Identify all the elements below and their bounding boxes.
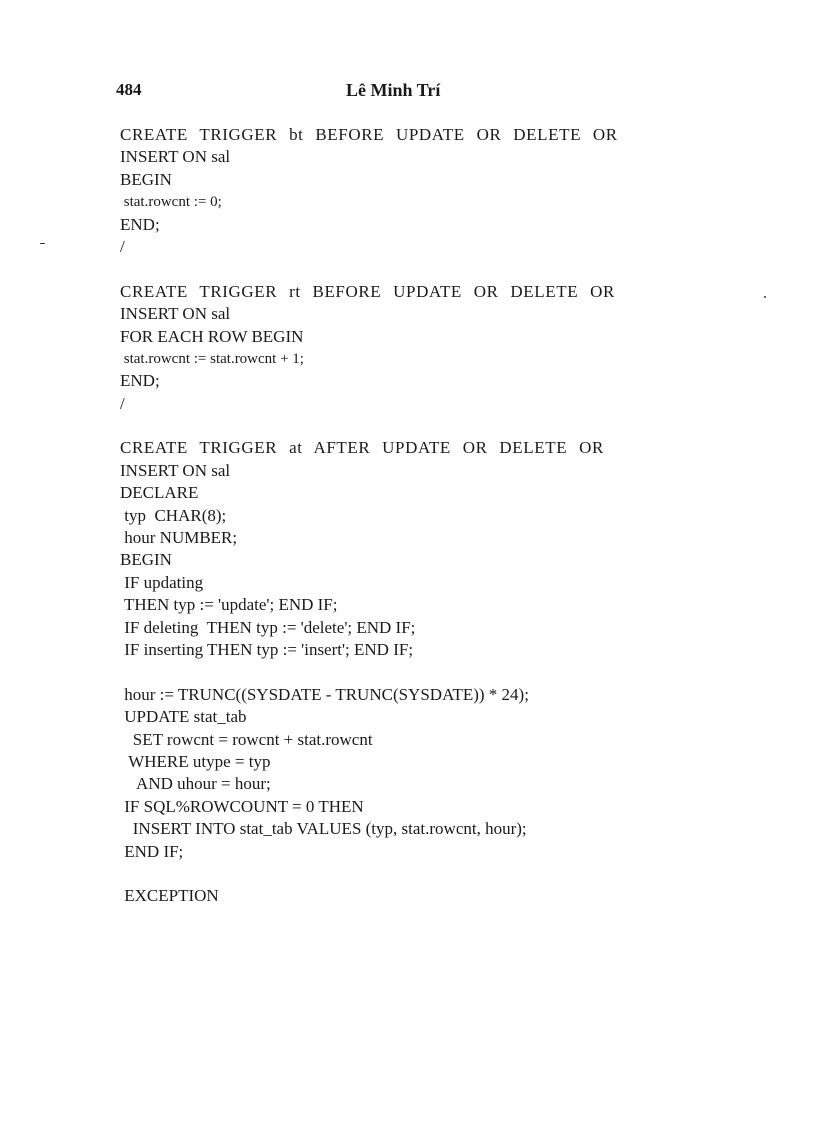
running-title: Lê Minh Trí (346, 80, 441, 100)
code-line: / (120, 393, 125, 413)
blank-line (120, 863, 740, 885)
code-line: INSERT INTO stat_tab VALUES (typ, stat.rowcnt, hour); (120, 819, 527, 839)
code-line: CREATE TRIGGER bt BEFORE UPDATE OR DELETE OR (120, 125, 618, 144)
code-line: THEN typ := 'update'; END IF; (120, 595, 338, 615)
blank-line (120, 661, 740, 683)
scan-speck (764, 296, 766, 298)
code-line: DECLARE (120, 483, 199, 503)
code-line: EXCEPTION (120, 886, 219, 906)
code-line: UPDATE stat_tab (120, 707, 247, 727)
code-line: stat.rowcnt := 0; (120, 194, 222, 211)
page-number: 484 (116, 80, 142, 99)
code-line: BEGIN (120, 169, 172, 189)
code-line: typ CHAR(8); (120, 505, 227, 525)
code-line: CREATE TRIGGER rt BEFORE UPDATE OR DELETE OR (120, 281, 615, 301)
code-line: stat.rowcnt := stat.rowcnt + 1; (120, 350, 304, 367)
scan-speck (40, 243, 45, 244)
code-line: INSERT ON sal (120, 304, 231, 324)
code-line: IF SQL%ROWCOUNT = 0 THEN (120, 796, 364, 816)
code-line: IF inserting THEN typ := 'insert'; END IF; (120, 639, 414, 659)
code-line: END; (120, 371, 160, 391)
trigger-bt-block (120, 124, 740, 258)
code-line: INSERT ON sal (120, 147, 231, 167)
trigger-at-block (120, 437, 740, 661)
code-line: WHERE utype = typ (120, 751, 271, 771)
code-line: AND uhour = hour; (120, 774, 271, 794)
code-listing (120, 124, 740, 908)
blank-line (120, 415, 740, 437)
code-line: SET rowcnt = rowcnt + stat.rowcnt (120, 729, 373, 749)
code-line: IF updating (120, 572, 204, 592)
trigger-at-body (120, 684, 740, 863)
code-line: BEGIN (120, 550, 172, 570)
code-line: CREATE TRIGGER at AFTER UPDATE OR DELETE OR (120, 438, 604, 458)
code-line: END IF; (120, 841, 184, 861)
page-header (116, 80, 706, 104)
code-line: IF deleting THEN typ := 'delete'; END IF; (120, 617, 416, 637)
code-line: hour NUMBER; (120, 528, 238, 548)
code-line: FOR EACH ROW BEGIN (120, 326, 304, 346)
trigger-rt-block (120, 281, 740, 415)
code-line: / (120, 236, 125, 256)
code-line: INSERT ON sal (120, 460, 231, 480)
code-line: hour := TRUNC((SYSDATE - TRUNC(SYSDATE)) * 24); (120, 684, 529, 704)
blank-line (120, 258, 740, 280)
trigger-at-exception (120, 885, 740, 907)
code-line: END; (120, 214, 160, 234)
